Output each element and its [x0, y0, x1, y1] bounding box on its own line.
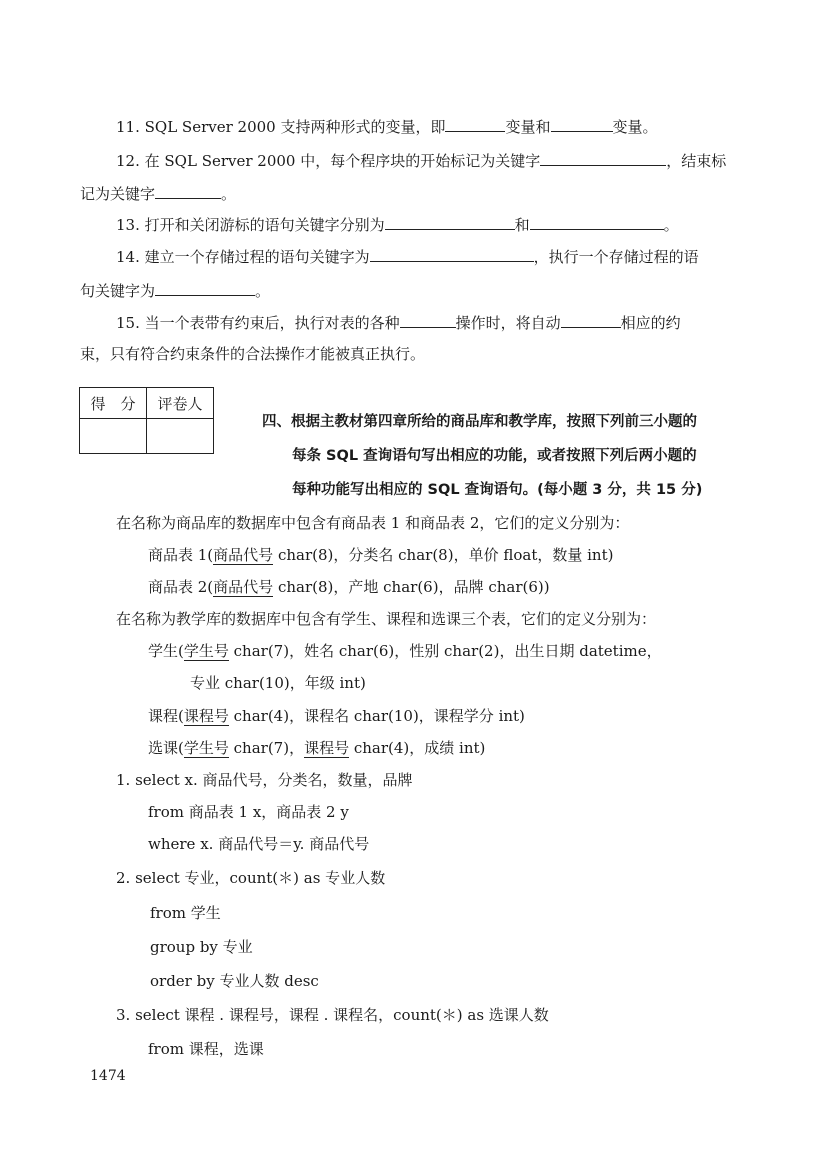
- query-line: where x. 商品代号＝y. 商品代号: [148, 835, 370, 853]
- q15-text-c: 相应的约: [620, 314, 681, 332]
- sel-pre: 选课(: [148, 739, 184, 757]
- shop-db-intro: 在名称为商品库的数据库中包含有商品表 1 和商品表 2，它们的定义分别为：: [116, 514, 630, 532]
- score-label: 得 分: [80, 388, 147, 419]
- blank: [400, 312, 456, 328]
- course-rest: char(4)，课程名 char(10)，课程学分 int): [228, 707, 525, 725]
- t2-key: 商品代号: [213, 578, 274, 596]
- question-11: [116, 116, 658, 137]
- table-goods-1: [148, 545, 613, 565]
- q12-text-c: 记为关键字: [80, 185, 156, 203]
- grader-cell: [147, 419, 214, 454]
- section-4-line-1: 四、根据主教材第四章所给的商品库和教学库，按照下列前三小题的: [262, 414, 697, 430]
- query-line: order by 专业人数 desc: [150, 972, 319, 990]
- q11-text-a: 11. SQL Server 2000 支持两种形式的变量，即: [116, 118, 446, 136]
- score-box: [79, 387, 214, 454]
- q13-text-a: 13. 打开和关闭游标的语句关键字分别为: [116, 216, 385, 234]
- q13-text-c: 。: [663, 216, 679, 234]
- blank: [385, 214, 515, 230]
- edu-db-intro: 在名称为教学库的数据库中包含有学生、课程和选课三个表，它们的定义分别为：: [116, 610, 657, 628]
- q14-text-b: ，执行一个存储过程的语: [533, 248, 699, 266]
- blank: [155, 183, 221, 199]
- stu-rest: char(7)，姓名 char(6)，性别 char(2)，出生日期 datetime，: [228, 642, 662, 660]
- q12-text-d: 。: [221, 185, 237, 203]
- blank: [561, 312, 621, 328]
- query-line: 3. select 课程 . 课程号，课程 . 课程名，count(＊) as 选课人数: [116, 1006, 549, 1024]
- query-line: 2. select 专业，count(＊) as 专业人数: [116, 869, 386, 887]
- question-13: [116, 214, 679, 235]
- t1-rest: char(8)，分类名 char(8)，单价 float，数量 int): [273, 546, 614, 564]
- q12-text-b: ，结束标: [666, 152, 727, 170]
- query-line: 1. select x. 商品代号，分类名，数量，品牌: [116, 771, 413, 789]
- q12-text-a: 12. 在 SQL Server 2000 中，每个程序块的开始标记为关键字: [116, 152, 541, 170]
- question-14: [116, 246, 699, 267]
- table-selection: [148, 738, 485, 758]
- sel-mid: char(7)，: [228, 739, 305, 757]
- table-goods-2: [148, 577, 550, 597]
- stu-pre: 学生(: [148, 642, 184, 660]
- query-line: from 学生: [150, 904, 221, 922]
- blank: [530, 214, 664, 230]
- stu-key: 学生号: [183, 642, 229, 660]
- course-pre: 课程(: [148, 707, 184, 725]
- q13-text-b: 和: [514, 216, 530, 234]
- question-15: [116, 312, 681, 333]
- t2-pre: 商品表 2(: [148, 578, 214, 596]
- t1-key: 商品代号: [213, 546, 274, 564]
- t1-pre: 商品表 1(: [148, 546, 214, 564]
- score-cell: [80, 419, 147, 454]
- query-line: group by 专业: [150, 938, 253, 956]
- course-key: 课程号: [183, 707, 229, 725]
- q15-text-d: 束，只有符合约束条件的合法操作才能被真正执行。: [80, 345, 426, 363]
- q14-text-d: 。: [255, 282, 271, 300]
- table-student-cont: 专业 char(10)，年级 int): [190, 674, 366, 692]
- sel-key-2: 课程号: [304, 739, 350, 757]
- q15-text-a: 15. 当一个表带有约束后，执行对表的各种: [116, 314, 400, 332]
- question-15-cont: [80, 344, 425, 364]
- q11-text-c: 变量。: [612, 118, 658, 136]
- t2-rest: char(8)，产地 char(6)，品牌 char(6)): [273, 578, 550, 596]
- question-12: [116, 150, 726, 171]
- blank: [551, 116, 613, 132]
- grader-label: 评卷人: [147, 388, 214, 419]
- table-student: [148, 641, 662, 661]
- q15-text-b: 操作时，将自动: [455, 314, 561, 332]
- blank: [155, 280, 255, 296]
- q14-text-c: 句关键字为: [80, 282, 156, 300]
- page-number: 1474: [90, 1068, 126, 1084]
- question-12-cont: [80, 183, 236, 204]
- query-line: from 商品表 1 x，商品表 2 y: [148, 803, 349, 821]
- query-line: from 课程，选课: [148, 1040, 264, 1058]
- q14-text-a: 14. 建立一个存储过程的语句关键字为: [116, 248, 370, 266]
- question-14-cont: [80, 280, 270, 301]
- section-4-line-2: 每条 SQL 查询语句写出相应的功能，或者按照下列后两小题的: [292, 448, 697, 464]
- q11-text-b: 变量和: [505, 118, 551, 136]
- section-4-line-3: 每种功能写出相应的 SQL 查询语句。(每小题 3 分，共 15 分): [292, 482, 703, 498]
- sel-rest: char(4)，成绩 int): [349, 739, 486, 757]
- sel-key-1: 学生号: [183, 739, 229, 757]
- table-course: [148, 706, 525, 726]
- blank: [370, 246, 534, 262]
- blank: [540, 150, 666, 166]
- blank: [445, 116, 505, 132]
